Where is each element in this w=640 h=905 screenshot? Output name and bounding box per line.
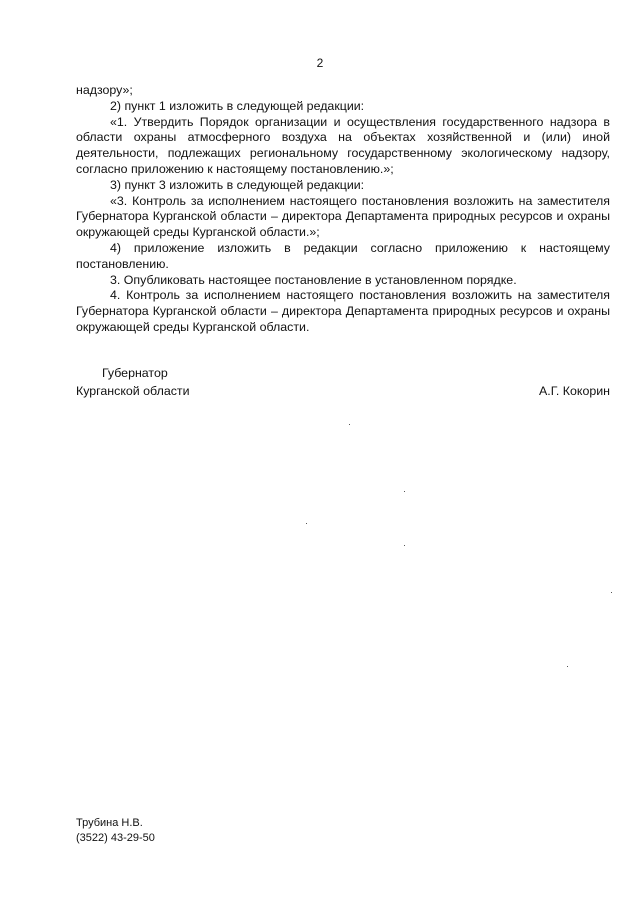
signature-block bbox=[76, 364, 610, 400]
paragraph-item-4: 4) приложение изложить в редакции согласно приложению к настоящему постановлению. bbox=[76, 240, 610, 271]
paragraph-publish: 3. Опубликовать настоящее постановление в установленном порядке. bbox=[110, 272, 517, 287]
paragraph-quote-1: «1. Утвердить Порядок организации и осуществления государственного надзора в области охраны атмосферного воздуха на объектах хозяйственной и (или) иной деятельности, подлежащих региональному государственному экологическому надзору, согласно приложению к настоящему постановлению.»; bbox=[76, 114, 610, 176]
contact-block bbox=[76, 816, 155, 846]
contact-phone: (3522) 43-29-50 bbox=[76, 832, 155, 844]
paragraph-quote-3: «3. Контроль за исполнением настоящего постановления возложить на заместителя Губернатора Курганской области – директора Департамента природных ресурсов и охраны окружающей среды Курганской области.»; bbox=[76, 193, 610, 240]
scan-speck bbox=[404, 491, 405, 492]
paragraph-item-3: 3) пункт 3 изложить в следующей редакции: bbox=[110, 177, 365, 192]
page-number: 2 bbox=[316, 56, 324, 70]
paragraph-control: 4. Контроль за исполнением настоящего постановления возложить на заместителя Губернатора Курганской области – директора Департамента природных ресурсов и охраны окружающей среды Курганской области. bbox=[76, 288, 610, 334]
scan-speck bbox=[404, 545, 405, 546]
signatory-region: Курганской области bbox=[76, 384, 190, 398]
scan-speck bbox=[306, 523, 307, 524]
scan-speck bbox=[611, 592, 612, 593]
scan-speck bbox=[349, 424, 350, 425]
document-body bbox=[76, 83, 610, 336]
scan-speck bbox=[567, 666, 568, 667]
signatory-title: Губернатор bbox=[102, 366, 168, 380]
signatory-name: А.Г. Кокорин bbox=[538, 384, 610, 398]
contact-name: Трубина Н.В. bbox=[76, 817, 143, 829]
paragraph-continuation: надзору»; bbox=[76, 83, 133, 97]
paragraph-item-2: 2) пункт 1 изложить в следующей редакции: bbox=[110, 98, 365, 113]
